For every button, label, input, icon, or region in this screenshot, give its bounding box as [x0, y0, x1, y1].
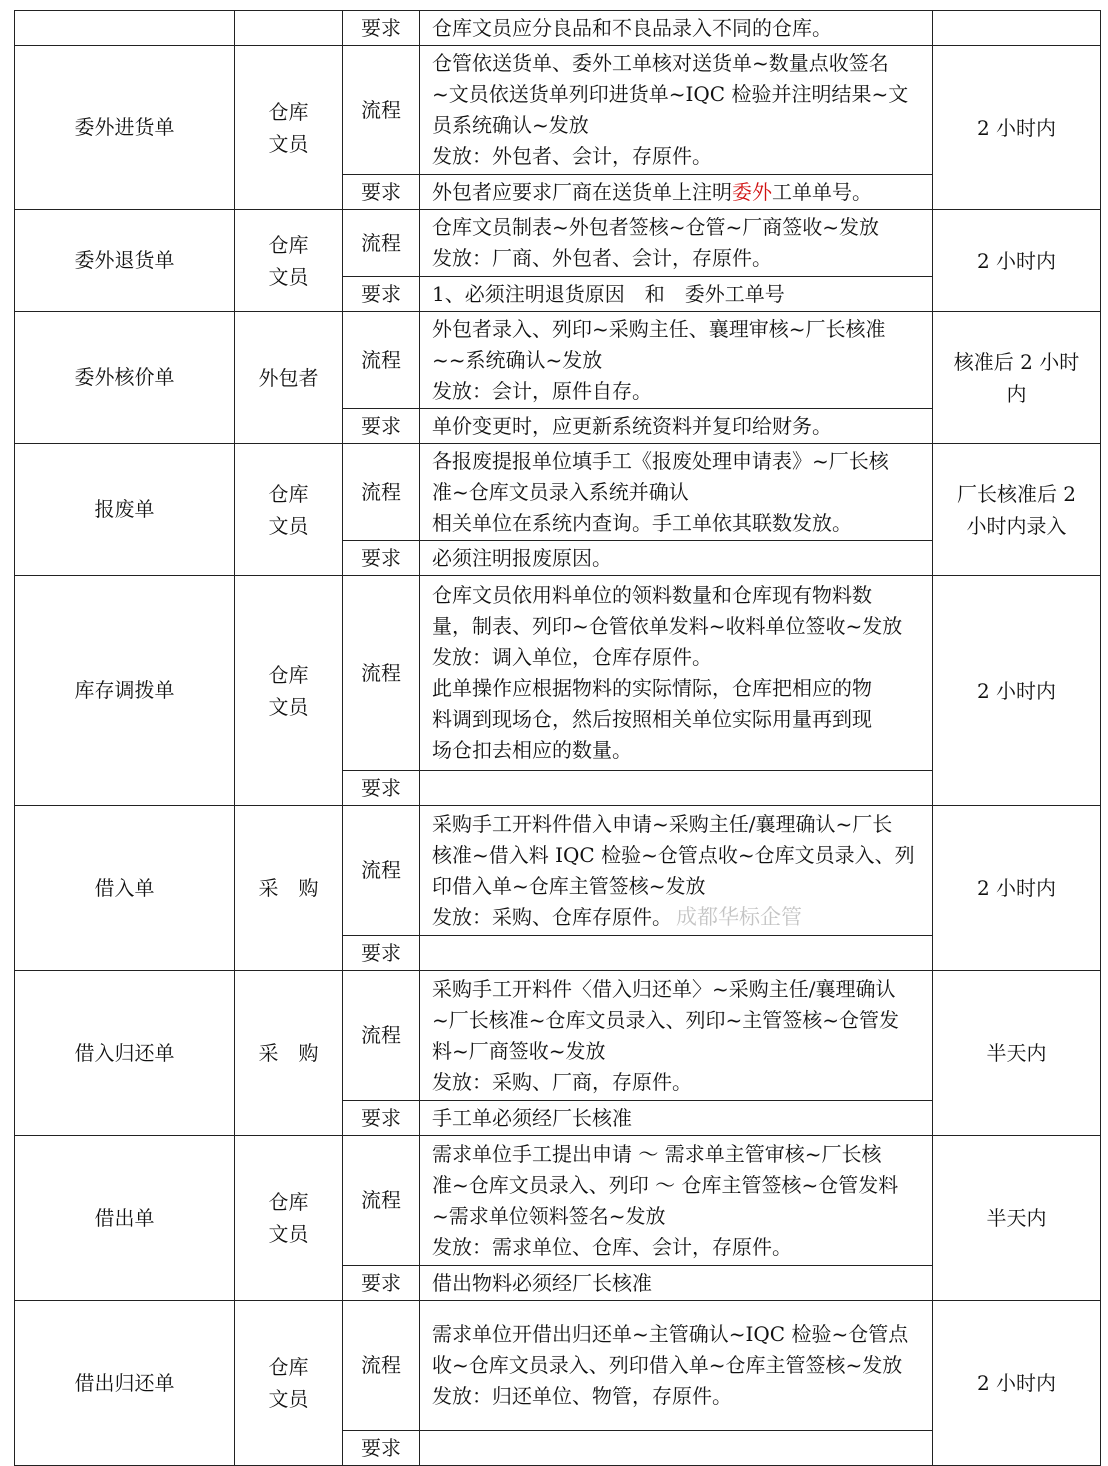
process-line	[432, 1232, 922, 1263]
process-line	[432, 902, 922, 933]
item-name: 委外进货单	[15, 46, 235, 210]
owner-line: 文员	[268, 1222, 309, 1246]
process-text: 印借入单~仓库主管签核~发放	[432, 873, 706, 898]
process-text: 发放：外包者、会计，存原件。	[432, 144, 712, 168]
process-text: 外包者录入、列印~采购主任、襄理审核~厂长核准	[432, 316, 886, 341]
time-limit	[933, 1136, 1101, 1301]
requirement-label: 要求	[343, 771, 420, 806]
time-limit	[933, 312, 1101, 444]
process-line	[432, 79, 922, 110]
process-line	[432, 642, 922, 673]
process-label: 流程	[343, 806, 420, 936]
time-line: 内	[1006, 381, 1027, 406]
item-name: 借入单	[15, 806, 235, 971]
document-table	[14, 10, 1101, 1466]
process-text: 仓管依送货单、委外工单核对送货单~数量点收签名	[432, 51, 889, 75]
item-name: 库存调拨单	[15, 576, 235, 806]
item-name: 借入归还单	[15, 971, 235, 1136]
requirement-label: 要求	[343, 936, 420, 971]
time-limit	[933, 444, 1101, 576]
requirement-content	[420, 936, 933, 971]
process-content	[420, 1301, 933, 1431]
process-line	[432, 1170, 922, 1201]
owner-cell	[235, 806, 343, 971]
requirement-content	[420, 541, 933, 576]
process-content	[420, 444, 933, 541]
record-process-row	[15, 971, 1101, 1101]
item-name: 借出归还单	[15, 1301, 235, 1466]
process-line	[432, 1036, 922, 1067]
process-text: 需求单位手工提出申请 ～ 需求单主管审核~厂长核	[432, 1141, 882, 1166]
requirement-line: 单价变更时，应更新系统资料并复印给财务。	[432, 413, 832, 438]
requirement-line: 必须注明报废原因。	[432, 545, 612, 570]
item-name: 委外退货单	[15, 210, 235, 312]
process-line	[432, 314, 922, 345]
process-text: 准~仓库文员录入系统并确认	[432, 479, 689, 504]
process-label: 流程	[343, 971, 420, 1101]
requirement-text: 工单单号。	[772, 179, 872, 204]
requirement-content	[420, 771, 933, 806]
process-line	[432, 477, 922, 508]
owner-line: 文员	[268, 694, 309, 719]
process-content	[420, 576, 933, 771]
requirement-content	[420, 1101, 933, 1136]
requirement-line	[432, 177, 922, 208]
process-line	[432, 974, 922, 1005]
owner-cell	[235, 576, 343, 806]
process-line	[432, 580, 922, 611]
requirement-content	[420, 11, 933, 46]
owner-line: 文员	[268, 264, 309, 289]
time-line: 2 小时内	[976, 1371, 1057, 1395]
time-line: 半天内	[986, 1206, 1047, 1230]
requirement-content	[420, 175, 933, 210]
process-line	[432, 1201, 922, 1232]
process-text: 准~仓库文员录入、列印 ～ 仓库主管签核~仓管发料	[432, 1172, 899, 1197]
process-text: 发放：调入单位，仓库存原件。	[432, 645, 712, 669]
requirement-label: 要求	[343, 175, 420, 210]
process-line	[432, 212, 922, 243]
process-line	[432, 345, 922, 376]
process-line	[432, 809, 922, 840]
time-cell	[933, 11, 1101, 46]
process-line	[432, 508, 922, 539]
process-text: ~厂长核准~仓库文员录入、列印~主管签核~仓管发	[432, 1007, 900, 1032]
process-line	[432, 243, 922, 274]
process-content	[420, 806, 933, 936]
process-line	[432, 1067, 922, 1098]
watermark: 成都华标企管	[676, 904, 802, 929]
process-text: 发放：厂商、外包者、会计，存原件。	[432, 246, 772, 270]
owner-line: 仓库	[268, 1190, 309, 1214]
process-line	[432, 376, 922, 407]
owner-cell	[235, 971, 343, 1136]
process-content	[420, 1136, 933, 1266]
process-label: 流程	[343, 444, 420, 541]
owner-line: 文员	[268, 131, 309, 156]
process-content	[420, 46, 933, 175]
record-process-row	[15, 1136, 1101, 1266]
owner-line: 仓库	[268, 99, 309, 124]
time-line: 小时内录入	[966, 513, 1067, 538]
owner-cell	[235, 210, 343, 312]
process-text: 发放：会计，原件自存。	[432, 378, 652, 403]
requirement-content	[420, 277, 933, 312]
process-line	[432, 673, 922, 704]
process-line	[432, 1350, 922, 1381]
requirement-label: 要求	[343, 1431, 420, 1466]
first-row	[15, 11, 1101, 46]
time-line: 2 小时内	[976, 876, 1057, 900]
owner-line: 仓库	[268, 662, 309, 687]
process-content	[420, 312, 933, 409]
process-line	[432, 48, 922, 79]
process-line	[432, 1381, 922, 1412]
process-line	[432, 840, 922, 871]
record-process-row	[15, 806, 1101, 936]
process-line	[432, 611, 922, 642]
requirement-label: 要求	[343, 1101, 420, 1136]
process-text: 发放：采购、仓库存原件。	[432, 904, 672, 929]
process-text: 场仓扣去相应的数量。	[432, 738, 632, 762]
process-label: 流程	[343, 576, 420, 771]
process-content	[420, 971, 933, 1101]
item-name: 借出单	[15, 1136, 235, 1301]
process-line	[432, 704, 922, 735]
process-text: 采购手工开料件〈借入归还单〉~采购主任/襄理确认	[432, 976, 896, 1001]
highlighted-text: 委外	[732, 179, 772, 204]
process-text: 收~仓库文员录入、列印借入单~仓库主管签核~发放	[432, 1353, 903, 1377]
process-text: 料调到现场仓，然后按照相关单位实际用量再到现	[432, 707, 872, 731]
process-text: 员系统确认~发放	[432, 113, 589, 137]
time-limit	[933, 971, 1101, 1136]
process-line	[432, 735, 922, 766]
requirement-label: 要求	[343, 409, 420, 444]
requirement-line: 仓库文员应分良品和不良品录入不同的仓库。	[432, 15, 832, 40]
requirement-line: 1、必须注明退货原因 和 委外工单号	[432, 281, 785, 306]
process-line	[432, 1319, 922, 1350]
process-text: 此单操作应根据物料的实际情际，仓库把相应的物	[432, 676, 872, 700]
time-limit	[933, 210, 1101, 312]
process-text: 仓库文员依用料单位的领料数量和仓库现有物料数	[432, 583, 872, 607]
owner-cell	[235, 312, 343, 444]
process-text: 需求单位开借出归还单~主管确认~IQC 检验~仓管点	[432, 1322, 909, 1346]
item-name: 报废单	[15, 444, 235, 576]
process-line	[432, 1005, 922, 1036]
record-process-row	[15, 46, 1101, 175]
process-line	[432, 110, 922, 141]
owner-line: 采 购	[258, 876, 319, 900]
item-name-cell	[15, 11, 235, 46]
requirement-label: 要求	[343, 541, 420, 576]
process-text: 量，制表、列印~仓管依单发料~收料单位签收~发放	[432, 614, 903, 638]
requirement-content	[420, 1266, 933, 1301]
process-label: 流程	[343, 46, 420, 175]
process-text: ~~系统确认~发放	[432, 347, 603, 372]
requirement-label: 要求	[343, 1266, 420, 1301]
process-text: 相关单位在系统内查询。手工单依其联数发放。	[432, 510, 852, 535]
requirement-text: 外包者应要求厂商在送货单上注明	[432, 179, 732, 204]
process-text: 各报废提报单位填手工《报废处理申请表》~厂长核	[432, 448, 889, 473]
record-process-row	[15, 312, 1101, 409]
owner-cell	[235, 46, 343, 210]
requirement-content	[420, 409, 933, 444]
time-line: 半天内	[986, 1041, 1047, 1065]
requirement-line: 手工单必须经厂长核准	[432, 1105, 632, 1130]
time-limit	[933, 576, 1101, 806]
process-line	[432, 141, 922, 172]
process-label: 流程	[343, 1136, 420, 1266]
owner-line: 文员	[268, 1387, 309, 1411]
time-line: 核准后 2 小时	[953, 349, 1080, 374]
time-limit	[933, 46, 1101, 210]
time-limit	[933, 806, 1101, 971]
process-text: 料~厂商签收~发放	[432, 1038, 606, 1063]
requirement-content	[420, 1431, 933, 1466]
process-label: 流程	[343, 312, 420, 409]
process-text: 采购手工开料件借入申请~采购主任/襄理确认~厂长	[432, 811, 893, 836]
process-text: ~需求单位领料签名~发放	[432, 1203, 666, 1228]
process-line	[432, 1139, 922, 1170]
process-label: 流程	[343, 210, 420, 277]
item-name: 委外核价单	[15, 312, 235, 444]
owner-line: 采 购	[258, 1041, 319, 1065]
process-text: 仓库文员制表~外包者签核~仓管~厂商签收~发放	[432, 215, 880, 239]
owner-line: 仓库	[268, 1355, 309, 1379]
process-line	[432, 446, 922, 477]
owner-line: 文员	[268, 513, 309, 538]
process-text: 发放：需求单位、仓库、会计，存原件。	[432, 1234, 792, 1259]
owner-line: 仓库	[268, 232, 309, 257]
process-text: 核准~借入料 IQC 检验~仓管点收~仓库文员录入、列	[432, 842, 915, 867]
owner-line: 外包者	[258, 365, 319, 390]
process-text: 发放：归还单位、物管，存原件。	[432, 1384, 732, 1408]
time-line: 2 小时内	[976, 248, 1057, 273]
process-content	[420, 210, 933, 277]
requirement-line: 借出物料必须经厂长核准	[432, 1270, 652, 1295]
time-line: 厂长核准后 2	[956, 481, 1077, 506]
time-line: 2 小时内	[976, 678, 1057, 703]
owner-cell	[235, 444, 343, 576]
time-line: 2 小时内	[976, 115, 1057, 140]
requirement-label: 要求	[343, 11, 420, 46]
record-process-row	[15, 210, 1101, 277]
record-process-row	[15, 1301, 1101, 1431]
owner-line: 仓库	[268, 481, 309, 506]
record-process-row	[15, 576, 1101, 771]
process-text: 发放：采购、厂商，存原件。	[432, 1069, 692, 1094]
process-line	[432, 871, 922, 902]
requirement-label: 要求	[343, 277, 420, 312]
process-label: 流程	[343, 1301, 420, 1431]
process-text: ~文员依送货单列印进货单~IQC 检验并注明结果~文	[432, 82, 909, 106]
owner-cell	[235, 1136, 343, 1301]
owner-cell	[235, 11, 343, 46]
record-process-row	[15, 444, 1101, 541]
